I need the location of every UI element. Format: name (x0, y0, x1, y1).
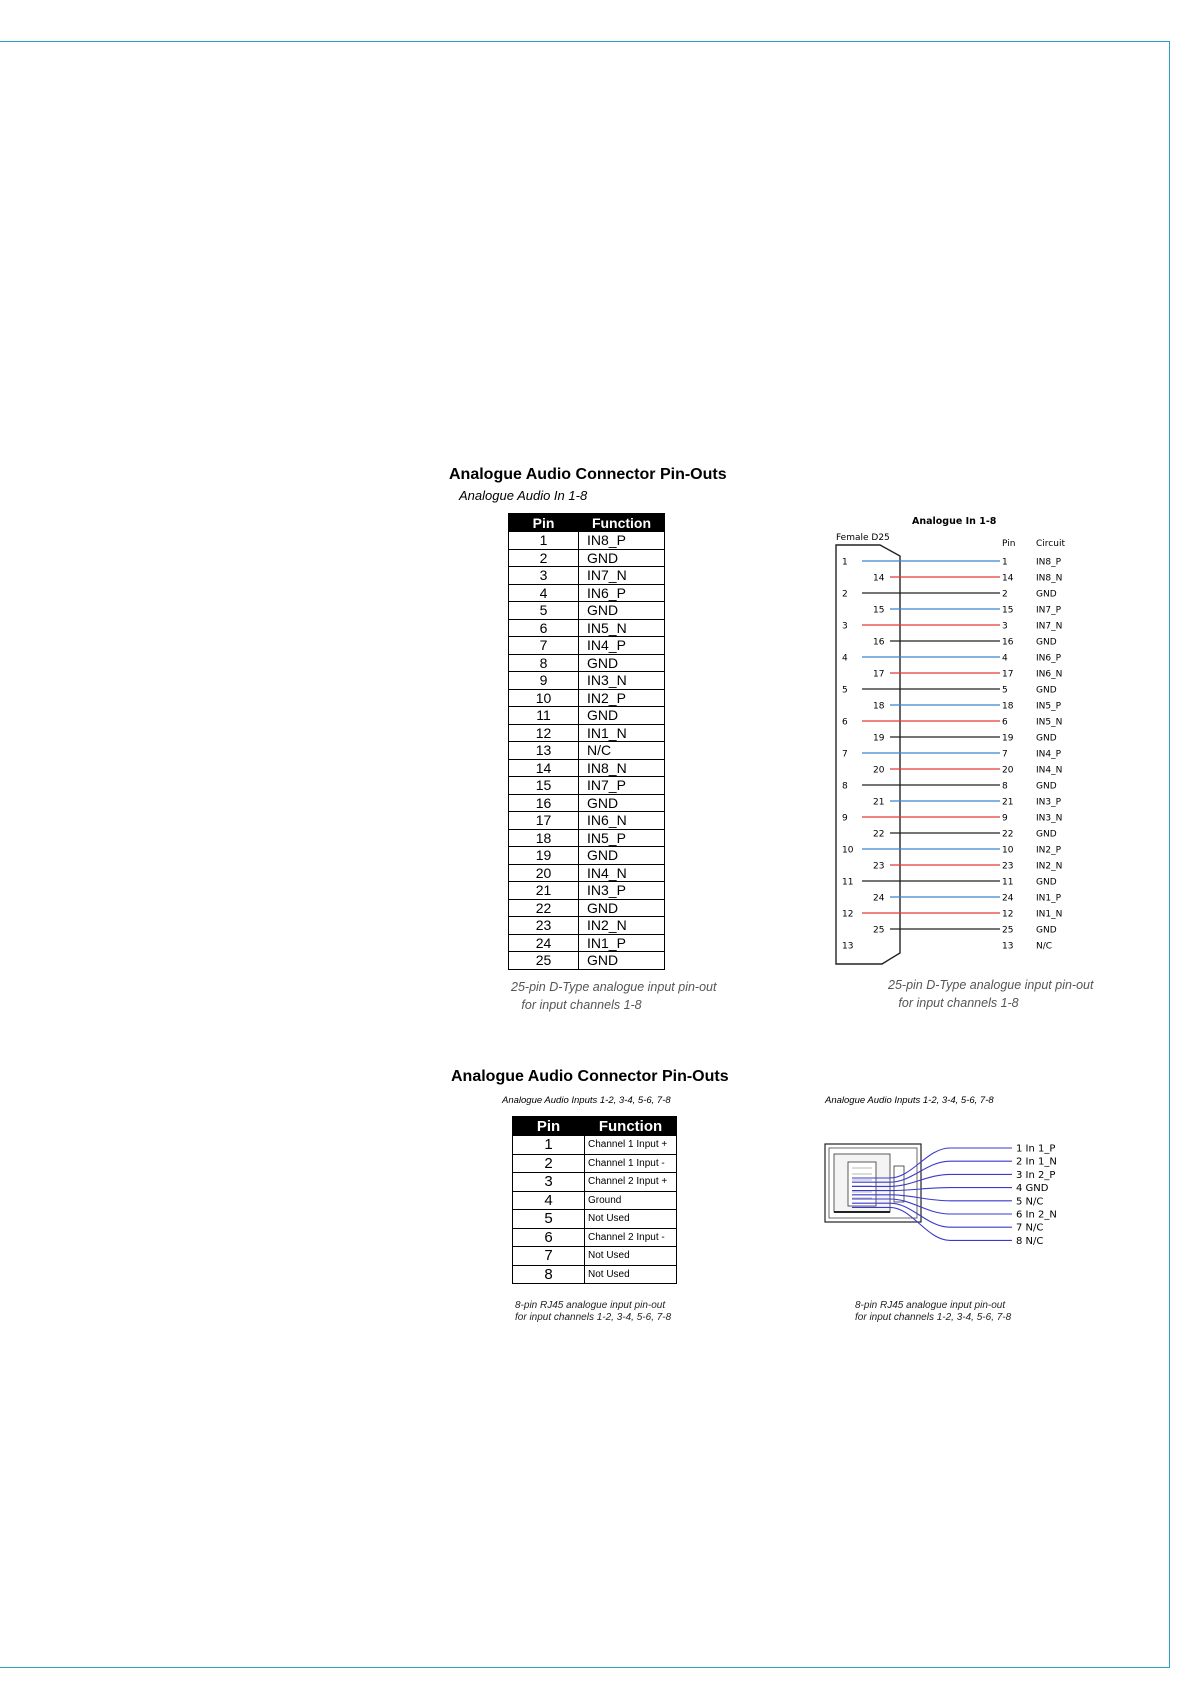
circuit-label: GND (1036, 925, 1057, 936)
connector-pin-label: 4 (842, 653, 848, 664)
pin-number-label: 21 (1002, 797, 1014, 808)
table-row (513, 1228, 677, 1247)
connector-pin-label: 25 (873, 925, 885, 936)
section1-heading: Analogue Audio Connector Pin-Outs (449, 466, 727, 483)
rj45-pin-label: 8 N/C (1016, 1235, 1044, 1247)
d25-pinout-table (508, 513, 665, 970)
pin-number-cell: 7 (513, 1247, 585, 1266)
table-row (509, 742, 665, 760)
pin-number-label: 20 (1002, 765, 1014, 776)
circuit-label: N/C (1036, 941, 1053, 952)
connector-pin-label: 20 (873, 765, 885, 776)
circuit-label: GND (1036, 829, 1057, 840)
connector-pin-label: 1 (842, 557, 848, 568)
circuit-label: IN5_P (1036, 701, 1062, 712)
pin-number-label: 10 (1002, 845, 1014, 856)
table-row (509, 759, 665, 777)
pin-function-cell: IN2_N (579, 917, 665, 935)
pin-number-cell: 4 (513, 1191, 585, 1210)
circuit-label: IN1_P (1036, 893, 1062, 904)
pin-number-cell: 6 (513, 1228, 585, 1247)
connector-label: Female D25 (836, 533, 890, 543)
connector-pin-label: 8 (842, 781, 848, 792)
pin-number-cell: 2 (513, 1154, 585, 1173)
pin-function-cell: GND (579, 847, 665, 865)
pin-function-cell: GND (579, 899, 665, 917)
pin-number-cell: 15 (509, 777, 579, 795)
circuit-label: IN7_P (1036, 605, 1062, 616)
pin-function-cell: IN2_P (579, 689, 665, 707)
circuit-label: IN5_N (1036, 717, 1063, 728)
connector-pin-label: 9 (842, 813, 848, 824)
connector-pin-label: 5 (842, 685, 848, 696)
pin-column-label: Pin (1002, 539, 1016, 549)
section1-caption-right: 25-pin D-Type analogue input pin-out for input channels 1-8 (888, 978, 1094, 1010)
table-row (513, 1173, 677, 1192)
table-row (509, 899, 665, 917)
section2-subheading-left: Analogue Audio Inputs 1-2, 3-4, 5-6, 7-8 (502, 1095, 671, 1106)
circuit-label: IN1_N (1036, 909, 1063, 920)
pin-function-cell: Not Used (585, 1210, 677, 1229)
connector-pin-label: 21 (873, 797, 885, 808)
table-row (513, 1154, 677, 1173)
pin-number-label: 25 (1002, 925, 1014, 936)
pin-number-cell: 24 (509, 934, 579, 952)
pin-function-cell: GND (579, 602, 665, 620)
pin-function-cell: Channel 2 Input - (585, 1228, 677, 1247)
pin-number-cell: 16 (509, 794, 579, 812)
pin-number-cell: 3 (513, 1173, 585, 1192)
pin-number-label: 11 (1002, 877, 1014, 888)
table-row (509, 829, 665, 847)
pin-number-label: 8 (1002, 781, 1008, 792)
table-row (509, 549, 665, 567)
pin-function-cell: IN4_P (579, 637, 665, 655)
function-column-header: Function (585, 1117, 677, 1136)
circuit-label: IN2_P (1036, 845, 1062, 856)
pin-function-cell: GND (579, 952, 665, 970)
pin-function-cell: GND (579, 654, 665, 672)
table-row (509, 672, 665, 690)
pin-number-label: 2 (1002, 589, 1008, 600)
circuit-label: IN4_P (1036, 749, 1062, 760)
pin-function-cell: Ground (585, 1191, 677, 1210)
circuit-column-label: Circuit (1036, 539, 1065, 549)
pin-number-cell: 14 (509, 759, 579, 777)
pin-number-cell: 3 (509, 567, 579, 585)
pin-function-cell: IN7_N (579, 567, 665, 585)
pin-number-cell: 20 (509, 864, 579, 882)
pin-number-label: 6 (1002, 717, 1008, 728)
rj45-pin-label: 6 In 2_N (1016, 1209, 1057, 1221)
pin-number-label: 1 (1002, 557, 1008, 568)
circuit-label: IN4_N (1036, 765, 1063, 776)
pin-function-cell: Channel 1 Input + (585, 1136, 677, 1155)
table-row (513, 1191, 677, 1210)
pin-number-label: 4 (1002, 653, 1008, 664)
pin-number-cell: 11 (509, 707, 579, 725)
table-row (509, 689, 665, 707)
rj45-pin-label: 5 N/C (1016, 1196, 1044, 1208)
table-row (509, 532, 665, 550)
connector-pin-label: 10 (842, 845, 854, 856)
table-row (509, 567, 665, 585)
pin-number-cell: 8 (513, 1265, 585, 1284)
pin-number-label: 18 (1002, 701, 1014, 712)
pin-function-cell: IN3_P (579, 882, 665, 900)
circuit-label: GND (1036, 589, 1057, 600)
pin-number-cell: 10 (509, 689, 579, 707)
table-row (509, 602, 665, 620)
circuit-label: IN8_N (1036, 573, 1063, 584)
pin-column-header: Pin (509, 514, 579, 532)
pin-function-cell: GND (579, 707, 665, 725)
pin-function-cell: Channel 1 Input - (585, 1154, 677, 1173)
pin-number-cell: 12 (509, 724, 579, 742)
table-row (513, 1136, 677, 1155)
pin-function-cell: IN8_N (579, 759, 665, 777)
rj45-pin-label: 7 N/C (1016, 1222, 1044, 1234)
pin-number-cell: 2 (509, 549, 579, 567)
pin-number-label: 3 (1002, 621, 1008, 632)
rj45-pin-label: 3 In 2_P (1016, 1169, 1056, 1181)
pin-number-cell: 22 (509, 899, 579, 917)
table-row (509, 584, 665, 602)
pin-function-cell: IN1_P (579, 934, 665, 952)
table-row (509, 707, 665, 725)
pin-number-label: 5 (1002, 685, 1008, 696)
connector-pin-label: 18 (873, 701, 885, 712)
circuit-label: IN3_N (1036, 813, 1063, 824)
rj45-pin-label: 1 In 1_P (1016, 1143, 1056, 1155)
pin-function-cell: IN4_N (579, 864, 665, 882)
table-row (509, 952, 665, 970)
pin-number-cell: 4 (509, 584, 579, 602)
pin-number-label: 16 (1002, 637, 1014, 648)
connector-pin-label: 2 (842, 589, 848, 600)
table-row (509, 794, 665, 812)
diagram-title: Analogue In 1-8 (912, 516, 997, 527)
pin-function-cell: IN7_P (579, 777, 665, 795)
pin-number-label: 9 (1002, 813, 1008, 824)
pin-number-cell: 5 (509, 602, 579, 620)
pin-number-cell: 6 (509, 619, 579, 637)
table-row (509, 777, 665, 795)
pin-number-cell: 25 (509, 952, 579, 970)
pin-number-label: 12 (1002, 909, 1014, 920)
pin-function-cell: IN6_P (579, 584, 665, 602)
pin-number-cell: 5 (513, 1210, 585, 1229)
table-row (509, 637, 665, 655)
rj45-pin-label: 4 GND (1016, 1183, 1049, 1195)
pin-number-cell: 21 (509, 882, 579, 900)
pin-number-label: 17 (1002, 669, 1014, 680)
pin-function-cell: IN1_N (579, 724, 665, 742)
pin-number-cell: 9 (509, 672, 579, 690)
pin-function-cell: GND (579, 794, 665, 812)
pin-number-cell: 8 (509, 654, 579, 672)
circuit-label: IN7_N (1036, 621, 1063, 632)
circuit-label: IN6_N (1036, 669, 1063, 680)
circuit-label: GND (1036, 877, 1057, 888)
function-column-header: Function (579, 514, 665, 532)
connector-pin-label: 23 (873, 861, 885, 872)
table-row (509, 812, 665, 830)
pin-function-cell: IN5_P (579, 829, 665, 847)
connector-pin-label: 13 (842, 941, 854, 952)
section2-caption-left: 8-pin RJ45 analogue input pin-out for input channels 1-2, 3-4, 5-6, 7-8 (515, 1300, 672, 1323)
pin-number-label: 24 (1002, 893, 1014, 904)
connector-pin-label: 3 (842, 621, 848, 632)
table-row (509, 619, 665, 637)
circuit-label: GND (1036, 733, 1057, 744)
connector-pin-label: 6 (842, 717, 848, 728)
section2-subheading-right: Analogue Audio Inputs 1-2, 3-4, 5-6, 7-8 (825, 1095, 994, 1106)
pin-function-cell: Not Used (585, 1247, 677, 1266)
pin-function-cell: Not Used (585, 1265, 677, 1284)
pin-function-cell: IN3_N (579, 672, 665, 690)
pin-number-cell: 1 (509, 532, 579, 550)
pin-number-label: 15 (1002, 605, 1014, 616)
table-row (509, 864, 665, 882)
connector-pin-label: 14 (873, 573, 885, 584)
section2-caption-right: 8-pin RJ45 analogue input pin-out for input channels 1-2, 3-4, 5-6, 7-8 (855, 1300, 1012, 1323)
connector-pin-label: 16 (873, 637, 885, 648)
pin-number-cell: 17 (509, 812, 579, 830)
rj45-pin-label: 2 In 1_N (1016, 1156, 1057, 1168)
pin-function-cell: Channel 2 Input + (585, 1173, 677, 1192)
d25-wiring-diagram (830, 512, 1100, 970)
connector-pin-label: 7 (842, 749, 848, 760)
pin-number-label: 14 (1002, 573, 1014, 584)
circuit-label: GND (1036, 781, 1057, 792)
pin-function-cell: GND (579, 549, 665, 567)
pin-number-label: 7 (1002, 749, 1008, 760)
table-row (509, 654, 665, 672)
circuit-label: IN6_P (1036, 653, 1062, 664)
pin-number-cell: 23 (509, 917, 579, 935)
table-row (513, 1247, 677, 1266)
circuit-label: IN8_P (1036, 557, 1062, 568)
pin-function-cell: N/C (579, 742, 665, 760)
connector-pin-label: 11 (842, 877, 854, 888)
table-row (509, 724, 665, 742)
circuit-label: IN3_P (1036, 797, 1062, 808)
rj45-jack (825, 1144, 921, 1222)
connector-pin-label: 22 (873, 829, 885, 840)
circuit-label: IN2_N (1036, 861, 1063, 872)
table-row (513, 1265, 677, 1284)
pin-number-label: 22 (1002, 829, 1014, 840)
table-row (513, 1210, 677, 1229)
table-row (509, 934, 665, 952)
pin-function-cell: IN5_N (579, 619, 665, 637)
pin-number-cell: 18 (509, 829, 579, 847)
section2-heading: Analogue Audio Connector Pin-Outs (451, 1068, 729, 1085)
table-row (509, 882, 665, 900)
circuit-label: GND (1036, 685, 1057, 696)
pin-function-cell: IN8_P (579, 532, 665, 550)
pin-number-label: 19 (1002, 733, 1014, 744)
rj45-wiring-diagram (822, 1138, 1062, 1258)
pin-number-label: 23 (1002, 861, 1014, 872)
pin-function-cell: IN6_N (579, 812, 665, 830)
pin-number-label: 13 (1002, 941, 1014, 952)
connector-pin-label: 24 (873, 893, 885, 904)
pin-number-cell: 1 (513, 1136, 585, 1155)
connector-pin-label: 12 (842, 909, 854, 920)
pin-column-header: Pin (513, 1117, 585, 1136)
section1-subheading: Analogue Audio In 1-8 (459, 488, 588, 503)
rj45-pinout-table (512, 1116, 677, 1284)
connector-pin-label: 19 (873, 733, 885, 744)
pin-number-cell: 7 (509, 637, 579, 655)
table-row (509, 917, 665, 935)
section1-caption-left: 25-pin D-Type analogue input pin-out for input channels 1-8 (511, 980, 717, 1012)
connector-pin-label: 17 (873, 669, 885, 680)
pin-number-cell: 13 (509, 742, 579, 760)
connector-pin-label: 15 (873, 605, 885, 616)
pin-number-cell: 19 (509, 847, 579, 865)
table-row (509, 847, 665, 865)
circuit-label: GND (1036, 637, 1057, 648)
